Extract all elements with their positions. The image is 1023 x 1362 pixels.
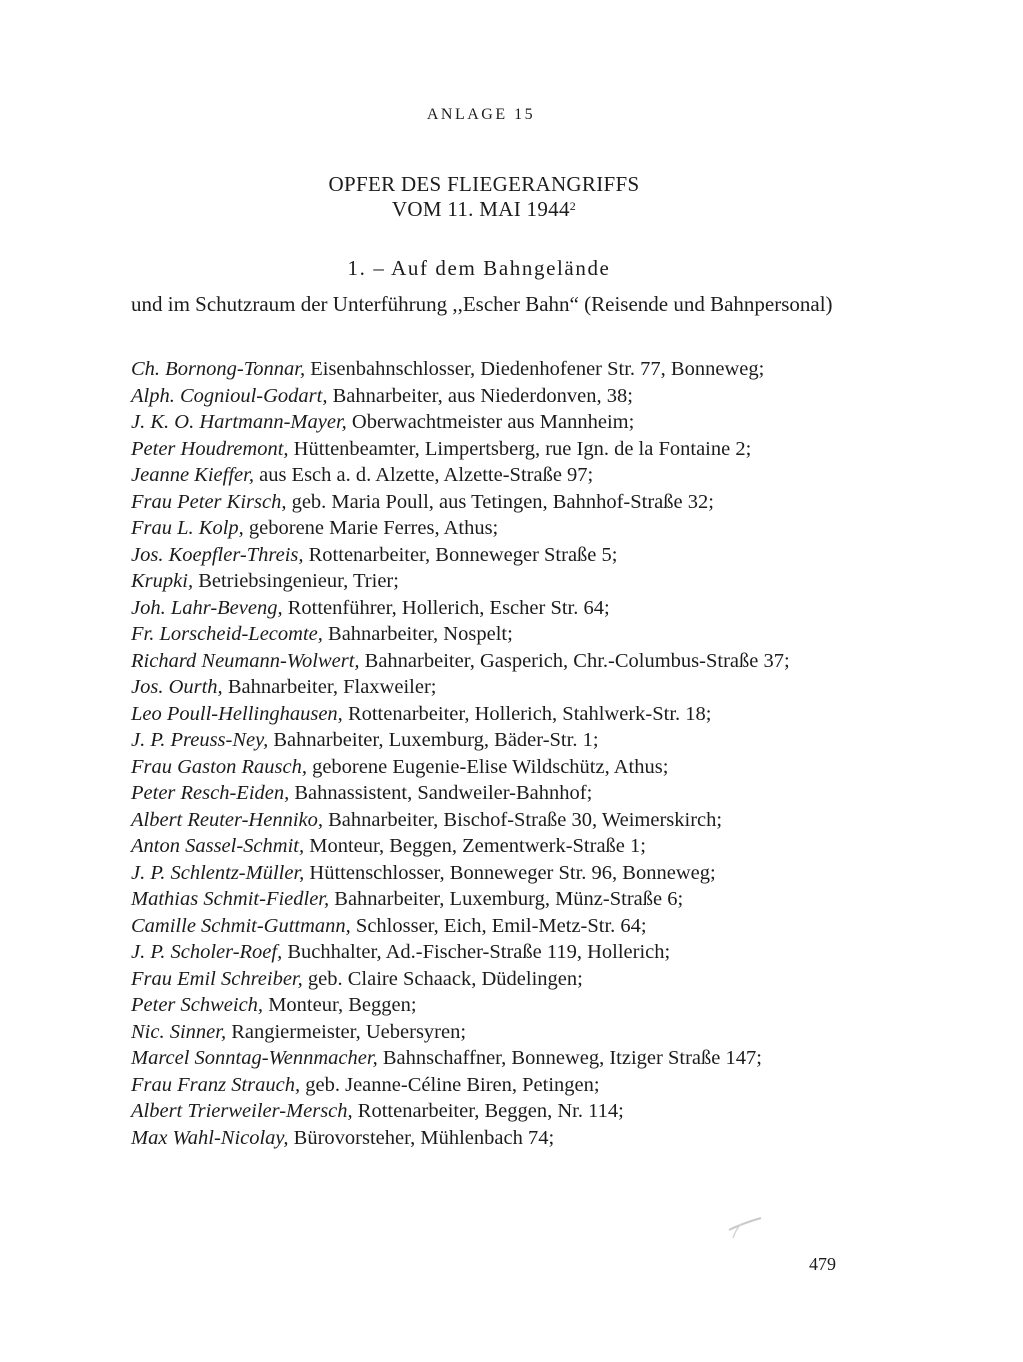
victim-details: geborene Eugenie-Elise Wildschütz, Athus; (306, 755, 669, 778)
victim-name: J. K. O. Hartmann-Mayer, (131, 411, 347, 433)
victim-details: Betriebsingenieur, Trier; (193, 570, 399, 592)
victim-details: Bahnarbeiter, Nospelt; (322, 623, 513, 645)
title-date: VOM 11. MAI 1944 (391, 197, 570, 221)
victim-details: Bahnarbeiter, Luxemburg, Münz-Straße 6; (329, 888, 684, 910)
victim-name: Jeanne Kieffer, (131, 464, 254, 486)
victim-name: J. P. Scholer-Roef, (131, 941, 283, 963)
list-item (131, 357, 834, 382)
list-item (131, 384, 834, 409)
list-item (131, 516, 834, 541)
list-item (131, 755, 834, 780)
victim-name: Frau Franz Strauch, (131, 1073, 301, 1096)
list-item (131, 437, 834, 462)
list-item (131, 887, 834, 912)
victim-details: geborene Marie Ferres, Athus; (243, 517, 499, 539)
page-title (0, 172, 968, 222)
victim-details: Monteur, Beggen; (263, 994, 417, 1016)
victim-details: Buchhalter, Ad.-Fischer-Straße 119, Hollerich; (282, 941, 671, 963)
victim-details: Rottenarbeiter, Hollerich, Stahlwerk-Str. 18; (342, 702, 712, 725)
victim-details: Bahnarbeiter, Luxemburg, Bäder-Str. 1; (268, 729, 599, 751)
victim-name: Camille Schmit-Guttmann, (131, 914, 351, 937)
victims-list (131, 357, 834, 1152)
victim-details: Bahnarbeiter, Flaxweiler; (222, 676, 437, 698)
list-item (131, 940, 834, 965)
list-item (131, 1126, 834, 1151)
list-item (131, 649, 834, 674)
list-item (131, 861, 834, 886)
victim-details: Rottenarbeiter, Bonneweger Straße 5; (303, 543, 618, 566)
list-item (131, 410, 834, 435)
victim-name: J. P. Schlentz-Müller, (131, 861, 305, 884)
victim-details: Oberwachtmeister aus Mannheim; (346, 411, 635, 433)
victim-details: aus Esch a. d. Alzette, Alzette-Straße 97; (253, 464, 594, 486)
list-item (131, 1020, 834, 1045)
victim-name: J. P. Preuss-Ney, (131, 729, 269, 751)
victim-details: Bahnarbeiter, Gasperich, Chr.-Columbus-Straße 37; (359, 649, 790, 672)
victim-name: Peter Resch-Eiden, (131, 782, 290, 804)
list-item (131, 622, 834, 647)
victim-name: Mathias Schmit-Fiedler, (131, 888, 330, 910)
victim-details: Eisenbahnschlosser, Diedenhofener Str. 77, Bonneweg; (305, 358, 765, 380)
victim-details: Schlosser, Eich, Emil-Metz-Str. 64; (350, 914, 647, 937)
list-item (131, 463, 834, 488)
victim-name: Frau L. Kolp, (131, 517, 244, 539)
victim-name: Max Wahl-Nicolay, (131, 1126, 289, 1149)
victim-details: Rottenarbeiter, Beggen, Nr. 114; (352, 1100, 624, 1122)
title-line-2 (0, 197, 968, 222)
victim-details: geb. Claire Schaack, Düdelingen; (302, 967, 583, 990)
list-item (131, 1046, 834, 1071)
section-intro: und im Schutzraum der Unterführung ,,Escher Bahn“ (Reisende und Bahnpersonal) (131, 292, 833, 316)
victim-details: geb. Jeanne-Céline Biren, Petingen; (300, 1073, 600, 1096)
victim-details: Bahnschaffner, Bonneweg, Itziger Straße 147; (377, 1047, 762, 1069)
victim-name: Marcel Sonntag-Wennmacher, (131, 1047, 378, 1069)
list-item (131, 702, 834, 727)
victim-name: Albert Reuter-Henniko, (131, 808, 323, 831)
victim-name: Joh. Lahr-Beveng, (131, 596, 283, 619)
victim-name: Alph. Cognioul-Godart, (131, 384, 328, 407)
victim-details: Hüttenbeamter, Limpertsberg, rue Ign. de la Fontaine 2; (288, 437, 752, 460)
victim-details: Hüttenschlosser, Bonneweger Str. 96, Bonneweg; (304, 861, 716, 884)
victim-name: Nic. Sinner, (131, 1020, 227, 1043)
victim-name: Frau Peter Kirsch, (131, 490, 287, 513)
page-number: 479 (809, 1254, 836, 1274)
victim-details: Bahnarbeiter, Bischof-Straße 30, Weimerskirch; (323, 808, 723, 831)
list-item (131, 967, 834, 992)
victim-name: Krupki, (131, 570, 194, 592)
list-item (131, 834, 834, 859)
list-item (131, 728, 834, 753)
victim-name: Fr. Lorscheid-Lecomte, (131, 623, 323, 645)
list-item (131, 569, 834, 594)
footnote-marker: 2 (569, 199, 577, 213)
list-item (131, 675, 834, 700)
victim-details: Monteur, Beggen, Zementwerk-Straße 1; (304, 835, 646, 857)
list-item (131, 1073, 834, 1098)
list-item (131, 543, 834, 568)
list-item (131, 993, 834, 1018)
list-item (131, 781, 834, 806)
victim-name: Peter Houdremont, (131, 437, 289, 460)
victim-details: geb. Maria Poull, aus Tetingen, Bahnhof-Straße 32; (286, 490, 714, 513)
appendix-label: ANLAGE 15 (426, 106, 536, 123)
section-heading: 1. – Auf dem Bahngelände (347, 256, 611, 280)
victim-name: Frau Emil Schreiber, (131, 967, 303, 990)
victim-details: Rangiermeister, Uebersyren; (226, 1020, 467, 1043)
victim-name: Jos. Ourth, (131, 676, 223, 698)
victim-name: Jos. Koepfler-Threis, (131, 543, 304, 566)
victim-name: Frau Gaston Rausch, (131, 755, 307, 778)
victim-name: Peter Schweich, (131, 994, 264, 1016)
victim-name: Albert Trierweiler-Mersch, (131, 1100, 353, 1122)
victim-details: Bürovorsteher, Mühlenbach 74; (288, 1126, 555, 1149)
victim-details: Bahnarbeiter, aus Niederdonven, 38; (327, 384, 633, 407)
list-item (131, 808, 834, 833)
victim-name: Leo Poull-Hellinghausen, (131, 702, 343, 725)
victim-name: Richard Neumann-Wolwert, (131, 649, 360, 672)
title-line-1: OPFER DES FLIEGERANGRIFFS (328, 172, 640, 196)
victim-name: Ch. Bornong-Tonnar, (131, 358, 306, 380)
list-item (131, 490, 834, 515)
victim-details: Rottenführer, Hollerich, Escher Str. 64; (282, 596, 610, 619)
list-item (131, 596, 834, 621)
ink-smudge (727, 1212, 763, 1240)
victim-details: Bahnassistent, Sandweiler-Bahnhof; (289, 782, 593, 804)
list-item (131, 914, 834, 939)
victim-name: Anton Sassel-Schmit, (131, 835, 305, 857)
list-item (131, 1099, 834, 1124)
